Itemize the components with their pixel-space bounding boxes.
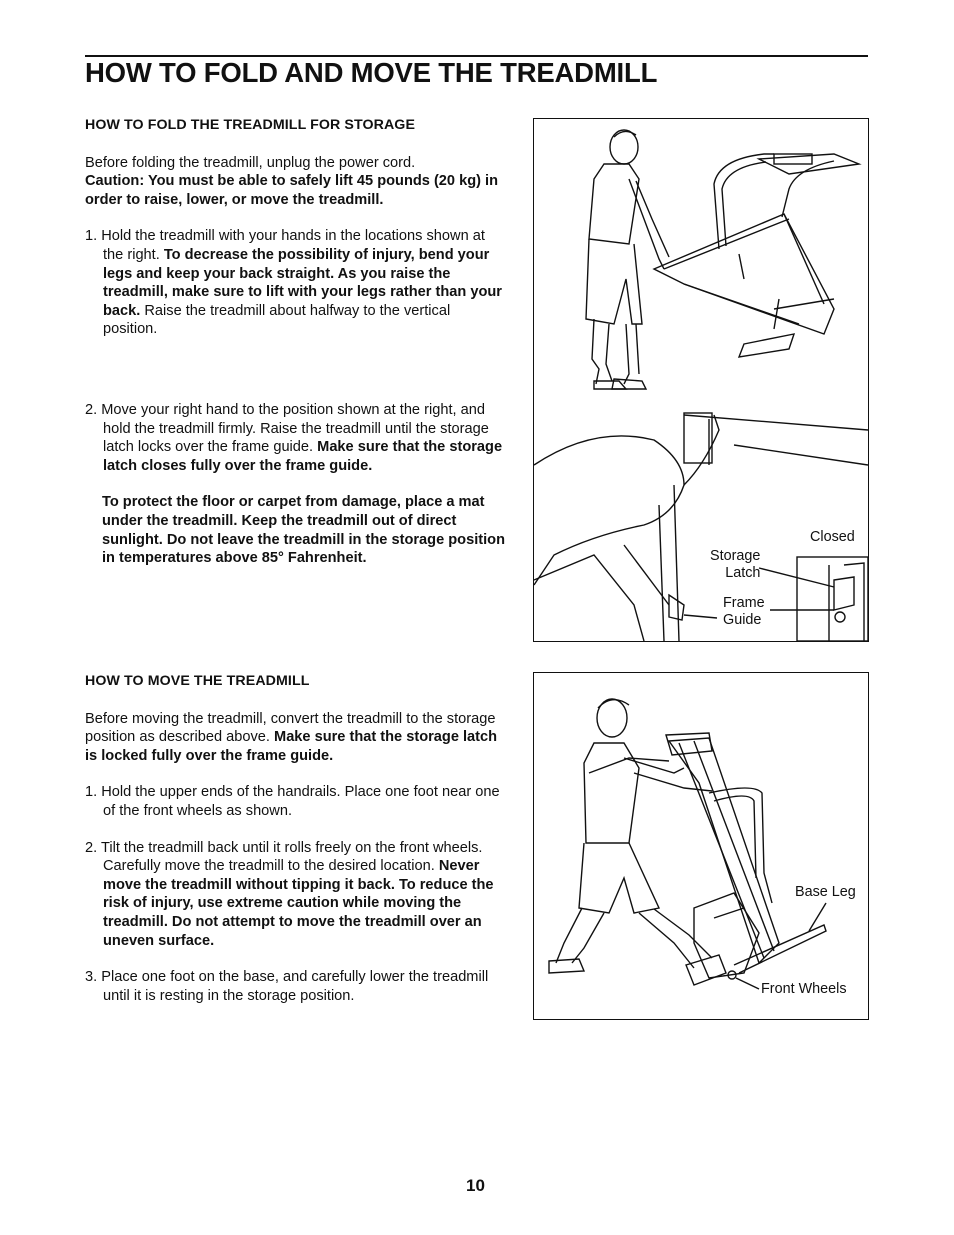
fold-protect-note: To protect the floor or carpet from damage, place a mat under the treadmill. Keep the treadmill out of direct sunlight. Do not leave the treadmill in the storage position in temperatures above 85° Fahrenheit. bbox=[102, 494, 505, 567]
fold-lift-illustration bbox=[533, 118, 869, 407]
fold-step-1-text: 1. Hold the treadmill with your hands in the locations shown at the right. bbox=[85, 228, 485, 263]
front-wheels-label: Front Wheels bbox=[761, 981, 847, 997]
closed-label: Closed bbox=[810, 529, 855, 545]
latch-drawing bbox=[534, 405, 868, 641]
frame-guide-label-line1: Frame bbox=[723, 595, 765, 611]
storage-latch-illustration bbox=[533, 405, 869, 642]
fold-step-2-text: 2. Move your right hand to the position shown at the right, and hold the treadmill firmly. Raise the treadmill until the storage latch locks over the frame guide. bbox=[85, 401, 489, 456]
frame-guide-label-line2: Guide bbox=[723, 612, 762, 628]
fold-caution: Caution: You must be able to safely lift 45 pounds (20 kg) in order to raise, lower, or move the treadmill. bbox=[85, 173, 498, 208]
fold-step-2-warning: Make sure that the storage latch closes fully over the frame guide. bbox=[103, 439, 503, 474]
base-leg-label: Base Leg bbox=[795, 884, 856, 900]
fold-heading: HOW TO FOLD THE TREADMILL FOR STORAGE bbox=[85, 117, 416, 133]
move-section bbox=[85, 672, 505, 1005]
page-number: 10 bbox=[466, 1176, 485, 1195]
fold-section bbox=[85, 116, 505, 568]
fold-step-2 bbox=[85, 401, 505, 475]
fold-step-1-warning: To decrease the possibility of injury, bend your legs and keep your back straight. As you raise the treadmill, make sure to lift with your legs rather than your back. bbox=[103, 246, 502, 319]
move-intro-warning: Make sure that the storage latch is locked fully over the frame guide. bbox=[85, 729, 498, 764]
move-intro-text: Before moving the treadmill, convert the treadmill to the storage position as described above. bbox=[85, 710, 496, 746]
frame-guide-label bbox=[723, 595, 765, 629]
move-heading: HOW TO MOVE THE TREADMILL bbox=[85, 673, 310, 689]
move-step-3: 3. Place one foot on the base, and carefully lower the treadmill until it is resting in the storage position. bbox=[85, 969, 489, 1004]
move-drawing bbox=[534, 673, 868, 1019]
lift-drawing bbox=[534, 119, 868, 406]
storage-latch-label-line1: Storage bbox=[710, 548, 761, 564]
move-step-1: 1. Hold the upper ends of the handrails. Place one foot near one of the front wheels as shown. bbox=[85, 784, 500, 819]
page-title: HOW TO FOLD AND MOVE THE TREADMILL bbox=[85, 57, 658, 88]
move-step-2 bbox=[85, 839, 505, 951]
move-step-2-warning: Never move the treadmill without tipping it back. To reduce the risk of injury, use extreme caution while moving the treadmill. Do not attempt to move the treadmill over an uneven surface. bbox=[103, 858, 494, 949]
move-step-2-text: 2. Tilt the treadmill back until it rolls freely on the front wheels. Carefully move the treadmill to the desired location. bbox=[85, 839, 483, 875]
move-intro bbox=[85, 710, 505, 766]
storage-latch-label bbox=[710, 548, 760, 582]
fold-step-1-text-end: Raise the treadmill about halfway to the vertical position. bbox=[103, 302, 451, 338]
move-treadmill-illustration bbox=[533, 672, 869, 1020]
storage-latch-label-line2: Latch bbox=[725, 565, 761, 581]
fold-intro: Before folding the treadmill, unplug the power cord. bbox=[85, 154, 416, 171]
fold-step-1 bbox=[85, 227, 505, 339]
